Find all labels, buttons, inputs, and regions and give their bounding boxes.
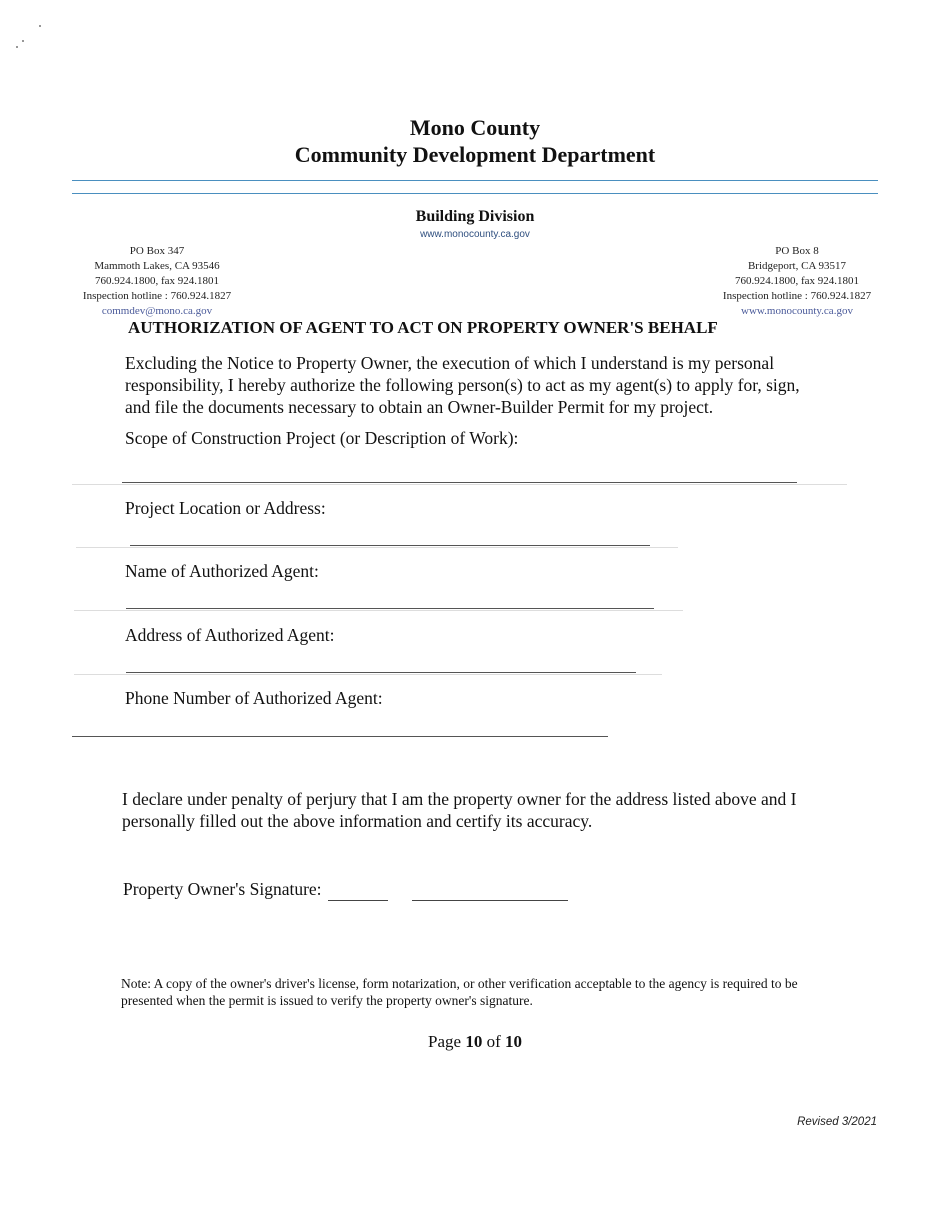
scope-label: Scope of Construction Project (or Description of Work): [125,428,519,448]
scan-speck [16,46,18,48]
agent-address-label: Address of Authorized Agent: [125,625,335,645]
intro-paragraph: Excluding the Notice to Property Owner, the execution of which I understand is my personal responsibility, I hereby authorize the following person(s) to act as my agent(s) to apply for, sign, and file the documents necessary to obtain an Owner-Builder Permit for my project. [125,353,800,417]
scope-input-line[interactable] [122,482,797,483]
scan-speck [39,25,41,27]
agent-name-label: Name of Authorized Agent: [125,561,319,581]
org-title: Mono County [409,115,541,140]
scope-line-shadow [72,484,847,485]
scan-speck [22,40,24,42]
hotline-line: Inspection hotline : 760.924.1827 [722,290,872,302]
page-number [0,1032,950,1052]
form-heading: AUTHORIZATION OF AGENT TO ACT ON PROPERTY OWNER'S BEHALF [128,318,718,337]
agent-phone-input-line[interactable] [72,736,608,737]
location-line-shadow [76,547,678,548]
address-line: PO Box 8 [775,245,819,257]
agent-phone-label: Phone Number of Authorized Agent: [125,688,383,708]
website-link[interactable]: www.monocounty.ca.gov [420,229,530,240]
agent-address-line-shadow [74,674,662,675]
phone-line: 760.924.1800, fax 924.1801 [734,275,860,287]
department-title: Community Development Department [294,142,656,167]
phone-line: 760.924.1800, fax 924.1801 [94,275,220,287]
agent-address-input-line[interactable] [126,672,636,673]
agent-name-input-line[interactable] [126,608,654,609]
division-title: Building Division [415,208,535,225]
signature-label: Property Owner's Signature: [123,879,322,899]
agent-name-line-shadow [74,610,683,611]
declaration-paragraph: I declare under penalty of perjury that I am the property owner for the address listed above and I personally filled out the above information and certify its accuracy. [122,789,797,831]
address-line: Bridgeport, CA 93517 [747,260,847,272]
hotline-line: Inspection hotline : 760.924.1827 [82,290,232,302]
location-input-line[interactable] [130,545,650,546]
header-rule-top [72,180,878,181]
signature-line-right[interactable] [412,900,568,901]
website-link[interactable]: www.monocounty.ca.gov [741,305,853,317]
signature-line-left[interactable] [328,900,388,901]
address-line: PO Box 347 [129,245,185,257]
verification-note: Note: A copy of the owner's driver's license, form notarization, or other verification acceptable to the agency is required to be presented when the permit is issued to verify the property owner's signature. [121,976,798,1008]
bridgeport-office-address [697,244,897,319]
address-line: Mammoth Lakes, CA 93546 [94,260,220,272]
page-of: of [482,1032,505,1051]
page-total: 10 [504,1032,522,1051]
email-link[interactable]: commdev@mono.ca.gov [101,305,213,317]
page-prefix: Page [428,1032,466,1051]
mammoth-office-address [57,244,257,319]
header-rule-bottom [72,193,878,194]
page-current: 10 [465,1032,483,1051]
revision-date: Revised 3/2021 [797,1116,877,1128]
location-label: Project Location or Address: [125,498,326,518]
